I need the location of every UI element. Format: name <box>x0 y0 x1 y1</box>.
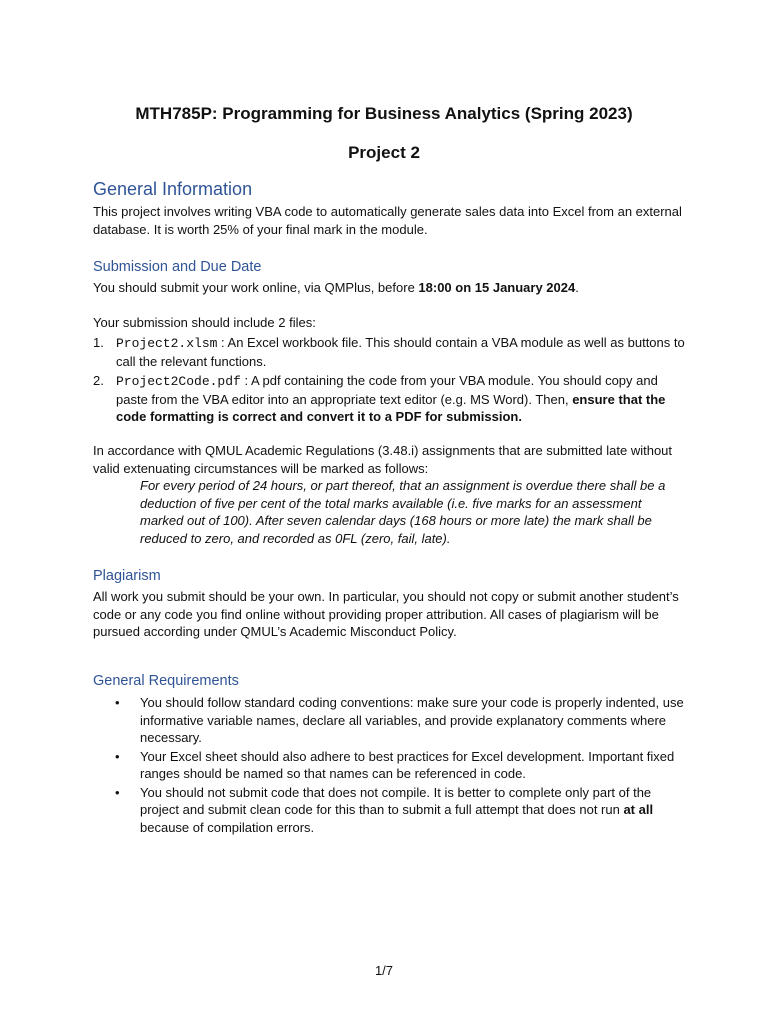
general-information-heading: General Information <box>93 179 253 199</box>
page-number: 1/7 <box>374 963 394 978</box>
late-policy-quote: For every period of 24 hours, or part thereof, that an assignment is overdue there shall be a deduction of five per cent of the total marks available (i.e. five marks for an assessment marked out of 100). After seven calendar days (168 hours or more late) the mark shall be reduced to zero, and recorded as 0FL (zero, fail, late). <box>140 478 666 546</box>
plagiarism-heading: Plagiarism <box>93 568 161 584</box>
list-item: • You should not submit code that does not compile. It is better to complete only part of the project and submit clean code for this than to submit a full attempt that does not run at all because of compilation errors. <box>115 784 654 835</box>
list-item: • You should follow standard coding conventions: make sure your code is properly indented, use informative variable names, declare all variables, and provide explanatory comments where necessary. <box>115 695 684 745</box>
list-item: 2. Project2Code.pdf : A pdf containing the code from your VBA module. You should copy and paste from the VBA editor into an appropriate text editor (e.g. MS Word). Then, ensure that the code formatting is correct and convert it to a PDF for submission. <box>93 373 666 424</box>
late-policy-text: In accordance with QMUL Academic Regulations (3.48.i) assignments that are submitted late without valid extenuating circumstances will be marked as follows: <box>93 443 673 476</box>
course-title: MTH785P: Programming for Business Analytics (Spring 2023) <box>135 104 633 123</box>
submission-deadline-text: You should submit your work online, via QMPlus, before 18:00 on 15 January 2024. <box>93 280 579 295</box>
project-title: Project 2 <box>348 143 420 162</box>
list-item: 1. Project2.xlsm : An Excel workbook file. This should contain a VBA module as well as buttons to call the relevant functions. <box>93 335 685 369</box>
plagiarism-text: All work you submit should be your own. In particular, you should not copy or submit another student’s code or any code you find online without providing proper attribution. All cases of plagiarism will be pursued according under QMUL’s Academic Misconduct Policy. <box>93 589 679 639</box>
list-item: • Your Excel sheet should also adhere to best practices for Excel development. Important fixed ranges should be named so that names can be referenced in code. <box>115 748 675 781</box>
filename: Project2.xlsm <box>116 336 218 351</box>
filename: Project2Code.pdf <box>116 374 241 389</box>
file-list <box>93 334 693 428</box>
general-information-text: This project involves writing VBA code to automatically generate sales data into Excel from an external database. It is worth 25% of your final mark in the module. <box>93 204 682 237</box>
submission-heading: Submission and Due Date <box>93 259 262 275</box>
files-intro: Your submission should include 2 files: <box>93 315 316 330</box>
requirements-heading: General Requirements <box>93 673 239 689</box>
deadline: 18:00 on 15 January 2024 <box>418 280 576 295</box>
requirements-list <box>93 694 693 837</box>
